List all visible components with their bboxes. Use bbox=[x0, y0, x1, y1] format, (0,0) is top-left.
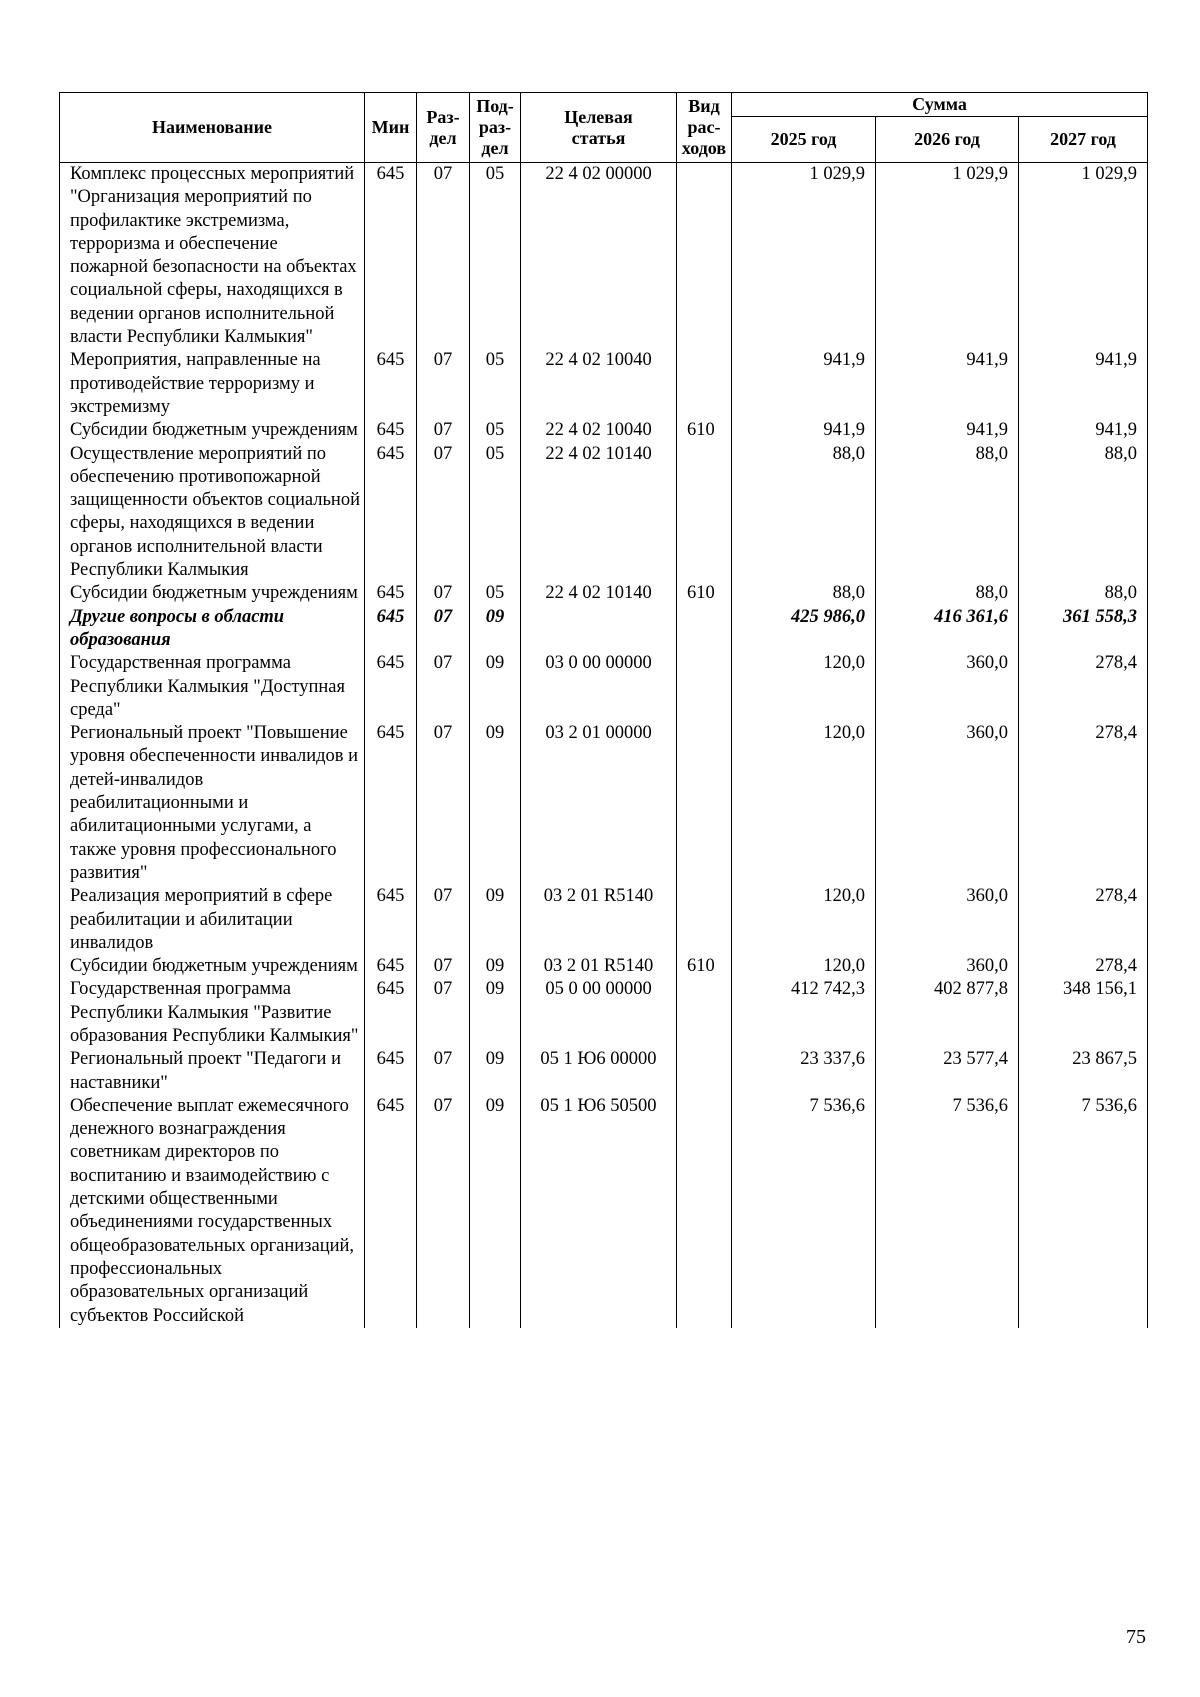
cell-podrazdel: 05 bbox=[470, 419, 521, 442]
cell-min: 645 bbox=[365, 443, 417, 583]
cell-csr: 22 4 02 10040 bbox=[521, 419, 677, 442]
header-min: Мин bbox=[365, 93, 417, 163]
cell-csr: 22 4 02 00000 bbox=[521, 163, 677, 350]
cell-min: 645 bbox=[365, 885, 417, 955]
table-header bbox=[60, 93, 1148, 163]
cell-2026: 360,0 bbox=[876, 722, 1019, 885]
cell-csr: 03 2 01 00000 bbox=[521, 722, 677, 885]
table-row bbox=[60, 955, 1148, 978]
cell-vr: 610 bbox=[677, 419, 732, 442]
cell-razdel: 07 bbox=[417, 349, 470, 419]
cell-name: Региональный проект "Педагоги и наставники" bbox=[60, 1048, 365, 1095]
cell-2025: 120,0 bbox=[732, 955, 876, 978]
cell-csr: 22 4 02 10140 bbox=[521, 582, 677, 605]
table-row bbox=[60, 885, 1148, 955]
cell-name: Реализация мероприятий в сфере реабилитации и абилитации инвалидов bbox=[60, 885, 365, 955]
cell-razdel: 07 bbox=[417, 163, 470, 350]
cell-2025: 1 029,9 bbox=[732, 163, 876, 350]
cell-csr: 03 2 01 R5140 bbox=[521, 955, 677, 978]
cell-csr: 22 4 02 10040 bbox=[521, 349, 677, 419]
cell-min: 645 bbox=[365, 1048, 417, 1095]
cell-name: Обеспечение выплат ежемесячного денежного вознаграждения советникам директоров по воспитанию и взаимодействию с детскими общественными объединениями государственных общеобразовательных организаций, профессиональных образовательных организаций субъектов Российской bbox=[60, 1095, 365, 1328]
cell-vr bbox=[677, 606, 732, 653]
cell-razdel: 07 bbox=[417, 652, 470, 722]
cell-vr bbox=[677, 978, 732, 1048]
cell-razdel: 07 bbox=[417, 978, 470, 1048]
cell-2025: 412 742,3 bbox=[732, 978, 876, 1048]
cell-razdel: 07 bbox=[417, 722, 470, 885]
table-row bbox=[60, 443, 1148, 583]
header-vr: Вид рас- ходов bbox=[677, 93, 732, 163]
cell-2027: 7 536,6 bbox=[1019, 1095, 1148, 1328]
header-year-2026: 2026 год bbox=[876, 117, 1019, 163]
cell-2026: 360,0 bbox=[876, 955, 1019, 978]
cell-2025: 120,0 bbox=[732, 652, 876, 722]
cell-2027: 278,4 bbox=[1019, 885, 1148, 955]
header-name: Наименование bbox=[60, 93, 365, 163]
cell-vr bbox=[677, 1095, 732, 1328]
cell-2026: 88,0 bbox=[876, 582, 1019, 605]
table-row bbox=[60, 349, 1148, 419]
cell-min: 645 bbox=[365, 1095, 417, 1328]
cell-vr bbox=[677, 349, 732, 419]
cell-csr: 22 4 02 10140 bbox=[521, 443, 677, 583]
cell-podrazdel: 05 bbox=[470, 349, 521, 419]
cell-csr bbox=[521, 606, 677, 653]
cell-2027: 1 029,9 bbox=[1019, 163, 1148, 350]
cell-name: Мероприятия, направленные на противодействие терроризму и экстремизму bbox=[60, 349, 365, 419]
cell-2027: 88,0 bbox=[1019, 443, 1148, 583]
cell-podrazdel: 09 bbox=[470, 885, 521, 955]
cell-2025: 941,9 bbox=[732, 349, 876, 419]
cell-2026: 941,9 bbox=[876, 349, 1019, 419]
cell-min: 645 bbox=[365, 606, 417, 653]
cell-podrazdel: 05 bbox=[470, 582, 521, 605]
cell-2027: 23 867,5 bbox=[1019, 1048, 1148, 1095]
cell-2026: 402 877,8 bbox=[876, 978, 1019, 1048]
header-podrazdel: Под- раз- дел bbox=[470, 93, 521, 163]
cell-name: Осуществление мероприятий по обеспечению противопожарной защищенности объектов социальной сферы, находящихся в ведении органов исполнительной власти Республики Калмыкия bbox=[60, 443, 365, 583]
cell-2026: 416 361,6 bbox=[876, 606, 1019, 653]
table-row bbox=[60, 722, 1148, 885]
cell-2027: 941,9 bbox=[1019, 349, 1148, 419]
table-row bbox=[60, 652, 1148, 722]
table-row bbox=[60, 582, 1148, 605]
cell-csr: 05 1 Ю6 00000 bbox=[521, 1048, 677, 1095]
header-csr: Целевая статья bbox=[521, 93, 677, 163]
cell-name: Государственная программа Республики Калмыкия "Доступная среда" bbox=[60, 652, 365, 722]
cell-razdel: 07 bbox=[417, 885, 470, 955]
cell-2025: 88,0 bbox=[732, 582, 876, 605]
cell-vr bbox=[677, 443, 732, 583]
cell-razdel: 07 bbox=[417, 419, 470, 442]
cell-min: 645 bbox=[365, 349, 417, 419]
cell-csr: 05 1 Ю6 50500 bbox=[521, 1095, 677, 1328]
cell-min: 645 bbox=[365, 955, 417, 978]
cell-2026: 941,9 bbox=[876, 419, 1019, 442]
cell-razdel: 07 bbox=[417, 955, 470, 978]
table-row bbox=[60, 606, 1148, 653]
cell-vr: 610 bbox=[677, 955, 732, 978]
cell-name: Государственная программа Республики Калмыкия "Развитие образования Республики Калмыкия" bbox=[60, 978, 365, 1048]
table-row bbox=[60, 419, 1148, 442]
cell-csr: 05 0 00 00000 bbox=[521, 978, 677, 1048]
cell-name: Субсидии бюджетным учреждениям bbox=[60, 419, 365, 442]
cell-min: 645 bbox=[365, 978, 417, 1048]
cell-2027: 941,9 bbox=[1019, 419, 1148, 442]
cell-vr bbox=[677, 722, 732, 885]
cell-razdel: 07 bbox=[417, 443, 470, 583]
cell-2027: 361 558,3 bbox=[1019, 606, 1148, 653]
cell-2027: 88,0 bbox=[1019, 582, 1148, 605]
page-number: 75 bbox=[1126, 1626, 1146, 1648]
cell-2026: 360,0 bbox=[876, 885, 1019, 955]
cell-min: 645 bbox=[365, 652, 417, 722]
table-row bbox=[60, 978, 1148, 1048]
cell-2025: 23 337,6 bbox=[732, 1048, 876, 1095]
cell-2027: 348 156,1 bbox=[1019, 978, 1148, 1048]
cell-razdel: 07 bbox=[417, 1095, 470, 1328]
cell-podrazdel: 05 bbox=[470, 163, 521, 350]
cell-2025: 120,0 bbox=[732, 722, 876, 885]
budget-table bbox=[59, 92, 1148, 1328]
cell-podrazdel: 09 bbox=[470, 1095, 521, 1328]
cell-2027: 278,4 bbox=[1019, 722, 1148, 885]
cell-name: Другие вопросы в области образования bbox=[60, 606, 365, 653]
cell-name: Региональный проект "Повышение уровня обеспеченности инвалидов и детей-инвалидов реабилитационными и абилитационными услугами, а также уровня профессионального развития" bbox=[60, 722, 365, 885]
cell-podrazdel: 05 bbox=[470, 443, 521, 583]
header-year-2025: 2025 год bbox=[732, 117, 876, 163]
cell-vr bbox=[677, 163, 732, 350]
cell-2026: 1 029,9 bbox=[876, 163, 1019, 350]
cell-2026: 88,0 bbox=[876, 443, 1019, 583]
cell-min: 645 bbox=[365, 163, 417, 350]
cell-vr bbox=[677, 1048, 732, 1095]
header-sum: Сумма bbox=[732, 93, 1148, 117]
cell-2027: 278,4 bbox=[1019, 652, 1148, 722]
cell-min: 645 bbox=[365, 582, 417, 605]
table-row bbox=[60, 1048, 1148, 1095]
cell-2025: 88,0 bbox=[732, 443, 876, 583]
cell-podrazdel: 09 bbox=[470, 955, 521, 978]
cell-name: Субсидии бюджетным учреждениям bbox=[60, 955, 365, 978]
table-row bbox=[60, 163, 1148, 350]
cell-2026: 7 536,6 bbox=[876, 1095, 1019, 1328]
cell-razdel: 07 bbox=[417, 606, 470, 653]
cell-podrazdel: 09 bbox=[470, 1048, 521, 1095]
cell-vr bbox=[677, 885, 732, 955]
cell-podrazdel: 09 bbox=[470, 978, 521, 1048]
cell-csr: 03 0 00 00000 bbox=[521, 652, 677, 722]
cell-podrazdel: 09 bbox=[470, 652, 521, 722]
cell-2026: 23 577,4 bbox=[876, 1048, 1019, 1095]
table-row bbox=[60, 1095, 1148, 1328]
cell-min: 645 bbox=[365, 722, 417, 885]
cell-razdel: 07 bbox=[417, 1048, 470, 1095]
cell-podrazdel: 09 bbox=[470, 722, 521, 885]
cell-name: Субсидии бюджетным учреждениям bbox=[60, 582, 365, 605]
cell-csr: 03 2 01 R5140 bbox=[521, 885, 677, 955]
cell-vr bbox=[677, 652, 732, 722]
cell-2026: 360,0 bbox=[876, 652, 1019, 722]
header-year-2027: 2027 год bbox=[1019, 117, 1148, 163]
cell-vr: 610 bbox=[677, 582, 732, 605]
cell-name: Комплекс процессных мероприятий "Организация мероприятий по профилактике экстремизма, терроризма и обеспечение пожарной безопасности на объектах социальной сферы, находящихся в ведении органов исполнительной власти Республики Калмыкия" bbox=[60, 163, 365, 350]
cell-2027: 278,4 bbox=[1019, 955, 1148, 978]
cell-2025: 7 536,6 bbox=[732, 1095, 876, 1328]
cell-2025: 425 986,0 bbox=[732, 606, 876, 653]
table-body bbox=[60, 163, 1148, 1328]
header-razdel: Раз- дел bbox=[417, 93, 470, 163]
cell-razdel: 07 bbox=[417, 582, 470, 605]
cell-2025: 120,0 bbox=[732, 885, 876, 955]
cell-min: 645 bbox=[365, 419, 417, 442]
cell-podrazdel: 09 bbox=[470, 606, 521, 653]
cell-2025: 941,9 bbox=[732, 419, 876, 442]
